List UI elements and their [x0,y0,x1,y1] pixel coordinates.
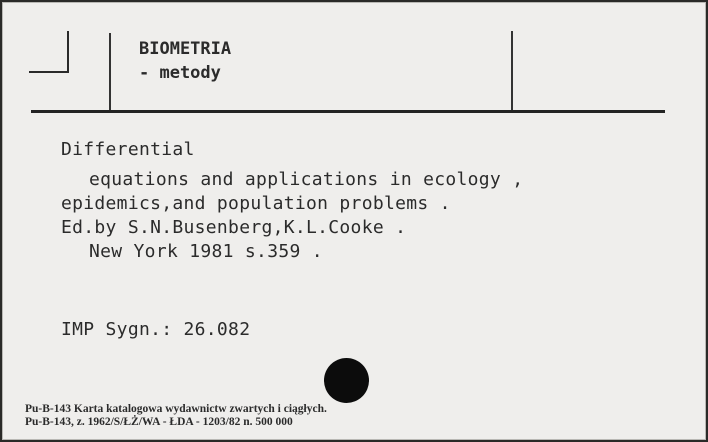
entry-title-continuation: equations and applications in ecology , [89,169,524,190]
left-vertical-rule [109,33,111,113]
catalog-card [2,2,706,440]
right-vertical-rule [511,31,513,113]
entry-title-continuation-2: epidemics,and population problems . [61,193,451,214]
corner-bracket-mark [29,31,69,73]
footer-print-info: Pu-B-143, z. 1962/S/ŁŻ/WA - ŁDA - 1203/82 n. 500 000 [25,416,293,428]
subject-subheading: - metody [139,63,221,83]
header-horizontal-rule [31,110,665,113]
subject-heading: BIOMETRIA [139,39,232,59]
entry-imprint: New York 1981 s.359 . [89,241,323,262]
entry-title-line: Differential [61,139,195,160]
entry-editors: Ed.by S.N.Busenberg,K.L.Cooke . [61,217,407,238]
punch-hole [324,358,369,403]
call-number: IMP Sygn.: 26.082 [61,319,251,340]
footer-card-type: Pu-B-143 Karta katalogowa wydawnictw zwartych i ciągłych. [25,403,327,415]
